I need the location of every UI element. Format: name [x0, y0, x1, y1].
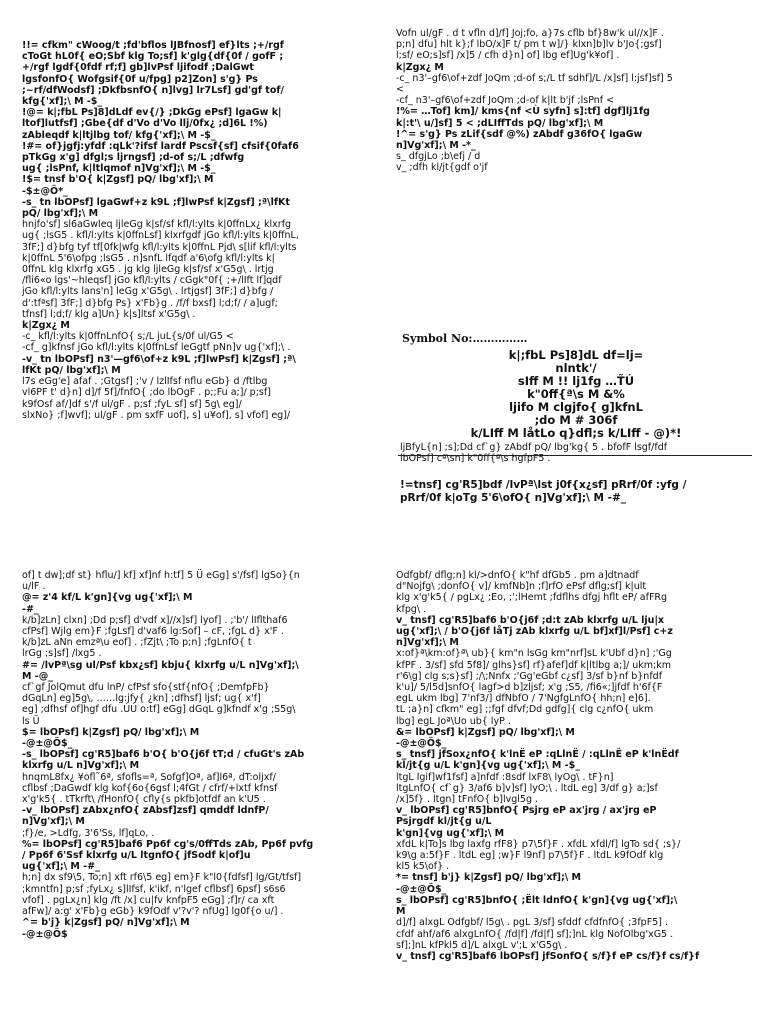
passage-text: -c_ n3'–gf6\of+zdf JoQm ;d-of s;/L tf sdhf]/L /x]sf] l:jsf]sf] 5 < -cf_ n3'–gf6\of+zdf JoQm ;d-of k|lt b'jf ;lsPnf < [396, 72, 673, 107]
passage-text: l7s eGg'e] afaf . ;Gtgsf] ;'v / lzlIfsf nflu eGb} d /ftlbg vl6PF t' d}n] d]/f 5f]/fnfO{ ;do lbOgF . p;;Fu a;]/ p;sf] k9fOsf af/]df s'/f ul/gF . p;sf ;fyL sf] sf] 5g\ eg]/ slxNo} ;f]wvf]; ul/gF . pm sxfF uof], s] u¥of], s] vfof] eg]/ [22, 376, 291, 421]
passage-text: -c_ kfl/l:ylts k|0ffnLnfO{ s;/L juL{s/0f ul/G5 < -cf_ g]kfnsf jGo kfl/l:ylts k|0ffnLsf leGgtf pNn]v ug{'xf];\ . [22, 331, 291, 354]
passage-text: ltgL lgif]wf1fsf] a]nfdf :8sdf lxF8\ lyOg\ . tF}n] ltgLnfO{ cf`g} 3/af6 b]v]sf] lyO;\ . ltdL eg] 3/df g} a;]sf /x]5f} . ltgn] tFnfO{ b]lvgl5g . [396, 771, 658, 806]
question-heading: !@= k|;fbL Ps]8]dLdf ev{/} ;DkGg ePsf] lgaGw k| ltof]lutfsf] ;Gbe{df d'Vo d'Vo llj/0fx¿ ;d]6L !%) zAbleqdf k|ltjlbg tof/ kfg{'xf];\ M -$_ [22, 107, 282, 141]
passage-text: hnqmL8fx¿ ¥ofl˜6ª, sfofls=ª, Sofgf]Oª, af]l6ª, dT:oljxf/ cflbsf ;DaGwdf klg kof{6o{6gsf l;4fGt / cfrf/+lxtf kfnsf x'g'k5{ . tTkrft\ /fHonfO{ cfly{s pkfb]otfdf an k'U5 . [22, 771, 278, 806]
question-heading: k|Zgx¿ M [396, 61, 444, 73]
question-heading: s_ lbOPsf] cg'R5]bnfO{ ;Ëlt ldnfO{ k'gn]{vg ug{'xf];\ M [396, 894, 678, 918]
exam-title: k|;fbL Ps]8]dL df=lj= nlntk'/ sIff M !! lj1fg …T͂Ú k"0ff{ª\s M &% ljifo M clgjfo{ g]kfnL ;do M # 306f k/LIff M låtLo q}dfl;s k/LIff - @)*! [470, 348, 682, 440]
passage-text: ;f}/e, >Ldfg, 3'6'Ss, lf]qLo, . [22, 827, 155, 839]
question-heading: k|Zgx¿ M [22, 320, 70, 332]
header-divider [398, 455, 752, 456]
passage-text: d]/f] alxgL Odfgbf/ l5g\ . pgL 3/sf] sfddf cfdfnfO{ ;3fpF5] . cfdf ahf/af6 alxgLnfO{ /fd|f] /fd|f] sf];]nL klg NofOlbg'xG5 . sf];]nL kfPkl5 d]/L alxgL v';L x'G5g\ . [396, 917, 674, 951]
passage-text: hnjfo'sf] sl6aGwleq ljleGg k|sf/sf kfl/l:ylts k|0ffnLx¿ klxrfg ug{ ;lsG5 . kfl/l:ylts k|0ffnLsf] klxrfgdf jGo kfl/l:ylts k|0ffnL, 3fF;] d}bfg tyf tf[0fk|wfg kfl/l:ylts k|0ffnL Pjd\ s[lif kfl/l:ylts k|0ffnL 5'6\ofpg ;lsG5 . n]snfL lfqdf a'6\ofg kfl/l:ylts k| 0ffnL klg klxrfg xG5 . jg klg ljleGg k|sf/sf x'G5g\ . lrtjg /fli6«o lgs'~hleqsf] jGo kfl/l:ylts / cGgk"0f{ ;+/lIft lf]qdf jGo kfl/l:ylts lans'n] leGg x'G5g\ . lrtjgsf] 3fF;] d}bfg / d':tfªsf] 3fF;] d}bfg Ps} x'Fb}g . /f/f bxsf] l;d;f/ / a]ugf; tfnsf] l;d;f/ klg a]Un} k|s]ltsf x'G5g\ . [22, 219, 299, 320]
question-heading: -v_ lbOPsf] zAbx¿nfO{ zAbsf]zsf] qmddf ldnfP/ n]Vg'xf];\ M [22, 805, 269, 828]
question-heading: -@±@Ö$_ [396, 738, 447, 750]
passage-text: Vofn ul/gF . d t vfln d]/f] Joj;fo, a}7s cflb bf}8w'k ul//x]F . p;n] dfu] hlt k};f lbO/x]F t/ pm t w]/} klxn]b]lv b'Jo{;gsf] l;sf/ eO;s]sf] /x]5 / cfh d}n] of] lbg ef]Ug'k¥of] . [396, 28, 664, 62]
question-heading: %= lbOPsf] cg'R5]baf6 Pp6f cg's/0ffTds zAb, Pp6f pvfg / Pp6f 6'Ssf klxrfg u/L ltgnfO{ jfSodf k|of]u ug{'xf];\ M -#_ [22, 838, 314, 873]
passage-text: xfdL k|To]s lbg laxfg rfF8} p7\5f}F . xfdL xfdl/f] lgTo sd{ ;s}/ k9\g a:5f}F . ltdL eg] ;w}F l9nf] p7\5f}F . ltdL k9fOdf klg kl5 k5\of} . [396, 838, 681, 873]
question-heading: -s_ tn lbOPsf] lgaGwf+z k9L ;f]lwPsf k|Zgsf] ;ª\lfKt pQ/ lbg'xf];\ M [22, 196, 290, 220]
question-heading: -@±@Ö$_ [22, 738, 73, 750]
bottom-right-column [396, 570, 754, 1024]
passage-text: x:of}ª\km:of}ª\ ub}{ km"n lsGg km"nrf]sL k'Ubf d}n] ;'Gg kfPF . 3/sf] sfd 5f8]/ glhs}sf] rf}afef]df k|ltlbg a;]/ ukm;km r'6\g] clg s;s}sf] ;/\;Nnfx ;'Gg'eGbf c¿sf] 3/sf b}nf b}nfdf k'u]/ 5/l5d]snfO{ lagf>d b]zljsf; x'g ;S5, /fi6«;]jfdf h'6f{F egL ukm lbg] 7'nf3/] dfNbfO / 7'NgfgLnfO{ hh;n] e]6]. tL ;a}n] cfkm" eg] ;;fgf dfvf;Dd gdfg]{ clg c¿nfO{ ukm lbg] egL Joª\Uo ub{ lyP . [396, 648, 672, 727]
question-heading: ^= b'j} k|Zgsf] pQ/ n]Vg'xf];\ M [22, 917, 190, 929]
passage-text: of] t dw];df st} hflu/] kf] xf]nf h:tf] 5 Ü eGg] s'/fsf] lgSo}{n u/lF . [22, 570, 300, 593]
question-heading: -s_ lbOPsf] cg'R5]baf6 b'O{ b'O{j6f tT;d / cfuGt's zAb klxrfg u/L n]Vg'xf];\ M [22, 749, 305, 772]
question-heading: !#= of}jgfj:yfdf :qLk'?ifsf lardf Pscsf{sf] cfsif{0faf6 pTkGg x'g] dfgl;s ljrngsf] ;d-of s;/L ;dfwfg ug{ ;lsPnf, k|ltlqmof n]Vg'xf];\ M -$_ [22, 140, 299, 175]
question-heading: !^= s'g} Ps zLif{sdf @%) zAbdf g36fO{ lgaGw n]Vg'xf];\ M -*_ [396, 128, 643, 152]
question-1: !=tnsf] cg'R5]bdf /lvPª\lst j0f{x¿sf] pRrf/0f :yfg / pRrf/0f k|oTg 5'6\ofO{ n]Vg'xf];\ M -#_ [400, 479, 687, 504]
passage-text: cf`gf JolQmut dfu lnP/ cfPsf sfo{stf{nfO{ ;DemfpFb} dGqLn] eg]5g\, ……lg:jfy{ ¿kn] ;dfhsf] ljsf; ug{ x'f] eg] ;dfhsf of]hgf dfu .ÙÚ o:tf] eGg] dGqL g]kfndf x'g ;S5g\ ls Ü [22, 682, 296, 727]
passage-text: Odfgbf/ dflg;n] kl/>dnfO{ k"hf dfGb5 . pm a]dtnadf d"Nojfg\ ;donfO{ v]/ kmfNb]n ;f]rfO ePsf dflg;sf] k|ult klg x'g'k5{ / pgLx¿ ;Eo, ;';lHemt ;fdflhs dfgj hflt eP/ afFRg kfpg\ . [396, 570, 668, 615]
exam-instructions: ljBfyL{n] ;s];Dd cf`g} zAbdf pQ/ lbg'kg{ 5 . bfofF lsgf/fdf lbOPsf] cª\sn] k"0ff{ª\s hgfpF5 . [400, 442, 668, 464]
question-heading: *= tnsf] b'j} k|Zgsf] pQ/ lbg'xf];\ M [396, 872, 581, 884]
symbol-number-label: Symbol No:…………… [402, 332, 528, 345]
question-heading: -#_ [22, 603, 39, 615]
question-heading: !%= …Tof] km]/ kms{nf <Ù syfn] s]:tf] dgf]lj1fg k|:t'\ u/]sf] 5 < ;dLIffTds pQ/ lbg'xf];\ M [396, 106, 650, 129]
bottom-left-column [22, 570, 374, 1024]
question-heading: v_ tnsf] cg'R5]baf6 b'O{j6f ;d:t zAb klxrfg u/L lju|x ug{'xf];\ / b'O{j6f låTj zAb klxrfg u/L bf]xf]l/Psf] c+z n]Vg'xf];\ M [396, 614, 673, 649]
question-heading: -v_ tn lbOPsf] n3'—gf6\of+z k9L ;f]lwPsf] k|Zgsf] ;ª\ lfKt pQ/ lbg'xf];\ M [22, 353, 296, 376]
question-heading: -@±@Ö$ [22, 928, 68, 940]
question-heading: s_ tnsf] jfSox¿nfO{ k'lnË eP :qLlnË / :qLlnË eP k'lnËdf kl/jt{g u/L k'gn]{vg ug{'xf];\ M -$_ [396, 749, 679, 772]
top-right-column [396, 28, 754, 214]
passage-text: h;n] dx sf9\5, To;n] xft rf6\5 eg] em}F k"l0{fdfsf] lg/Gt/tfsf] ;kmntfn] p;sf ;fyLx¿ s]lIfsf, k'ikf, n'lgef cflbsf] 6psf] s6s6 vfof] . pgLx¿n] klg /ft /x] cu|fv knfpF5 eGg] ;f]r/ ca xft afFw]/ a:g' x'Fb}g eGb} k9fOdf v'?v'? nfUg] lg0f{o u/] . [22, 872, 302, 918]
question-heading: @= z'4 kf/L k'gn]{vg ug{'xf];\ M [22, 592, 193, 604]
question-heading: &= lbOPsf] k|Zgsf] pQ/ lbg'xf];\ M [396, 726, 575, 738]
question-heading: v_ tnsf] cg'R5]baf6 lbOPsf] jfSonfO{ s/f}f eP cs/f}f cs/f}f [396, 950, 700, 962]
top-left-column [22, 40, 374, 530]
exam-header-block [400, 332, 752, 464]
question-heading: v_ lbOPsf] cg'R5]bnfO{ Psjrg eP ax'jrg / ax'jrg eP Psjrgdf kl/jt{g u/L k'gn]{vg ug{'xf];\ M [396, 805, 657, 839]
question-heading: -@±@Ö$_ [396, 883, 447, 895]
question-heading: $= lbOPsf] k|Zgsf] pQ/ lbg'xf];\ M [22, 726, 200, 738]
question-heading: #= /lvPª\sg ul/Psf kbx¿sf] kbju{ klxrfg u/L n]Vg'xf];\ M -@_ [22, 659, 299, 682]
passage-text: k/b]zLn] clxn] ;Dd p;sf] d'vdf x]//x]sf] lyof] . ;'b'/ lIflthaf6 cfPsf] Wjlg em}F ;fgLsf] d'vaf6 lg:Sof] – cF, ;fgL d} x'F . k/b]zL aNn emzª\u eof] . ;fZjt\ ;To p;n] ;fgLnfO{ t lrGg ;s]sf] /lxg5 . [22, 614, 288, 660]
question-heading: !!= cfkm" cWoog/t ;fd'bflos lJBfnosf] ef}lts ;+/rgf cToGt hL0f{ eO;Sbf klg To;sf] k'glg{df{0f / gofF ; +/rgf lgdf{0fdf rf;f] gb]lvPsf ljifodf ;DalGwt lgsfonfO{ Wofgsif{0f u/fpg] p2]Zon] s'g} Ps ;~rf/dfWodsf] ;DkfbsnfO{ n]lvg] lr7Lsf] gd'gf tof/ kfg{'xf];\ M -$_ [22, 40, 284, 108]
question-heading: !$= tnsf b'O{ k|Zgsf] pQ/ lbg'xf];\ M [22, 174, 214, 186]
question-heading: -$±@Ö*_ [22, 185, 68, 197]
passage-text: s_ dfgjLo ;b\efj / d v_ ;dfh kl/jt{gdf o'jf [396, 151, 488, 174]
